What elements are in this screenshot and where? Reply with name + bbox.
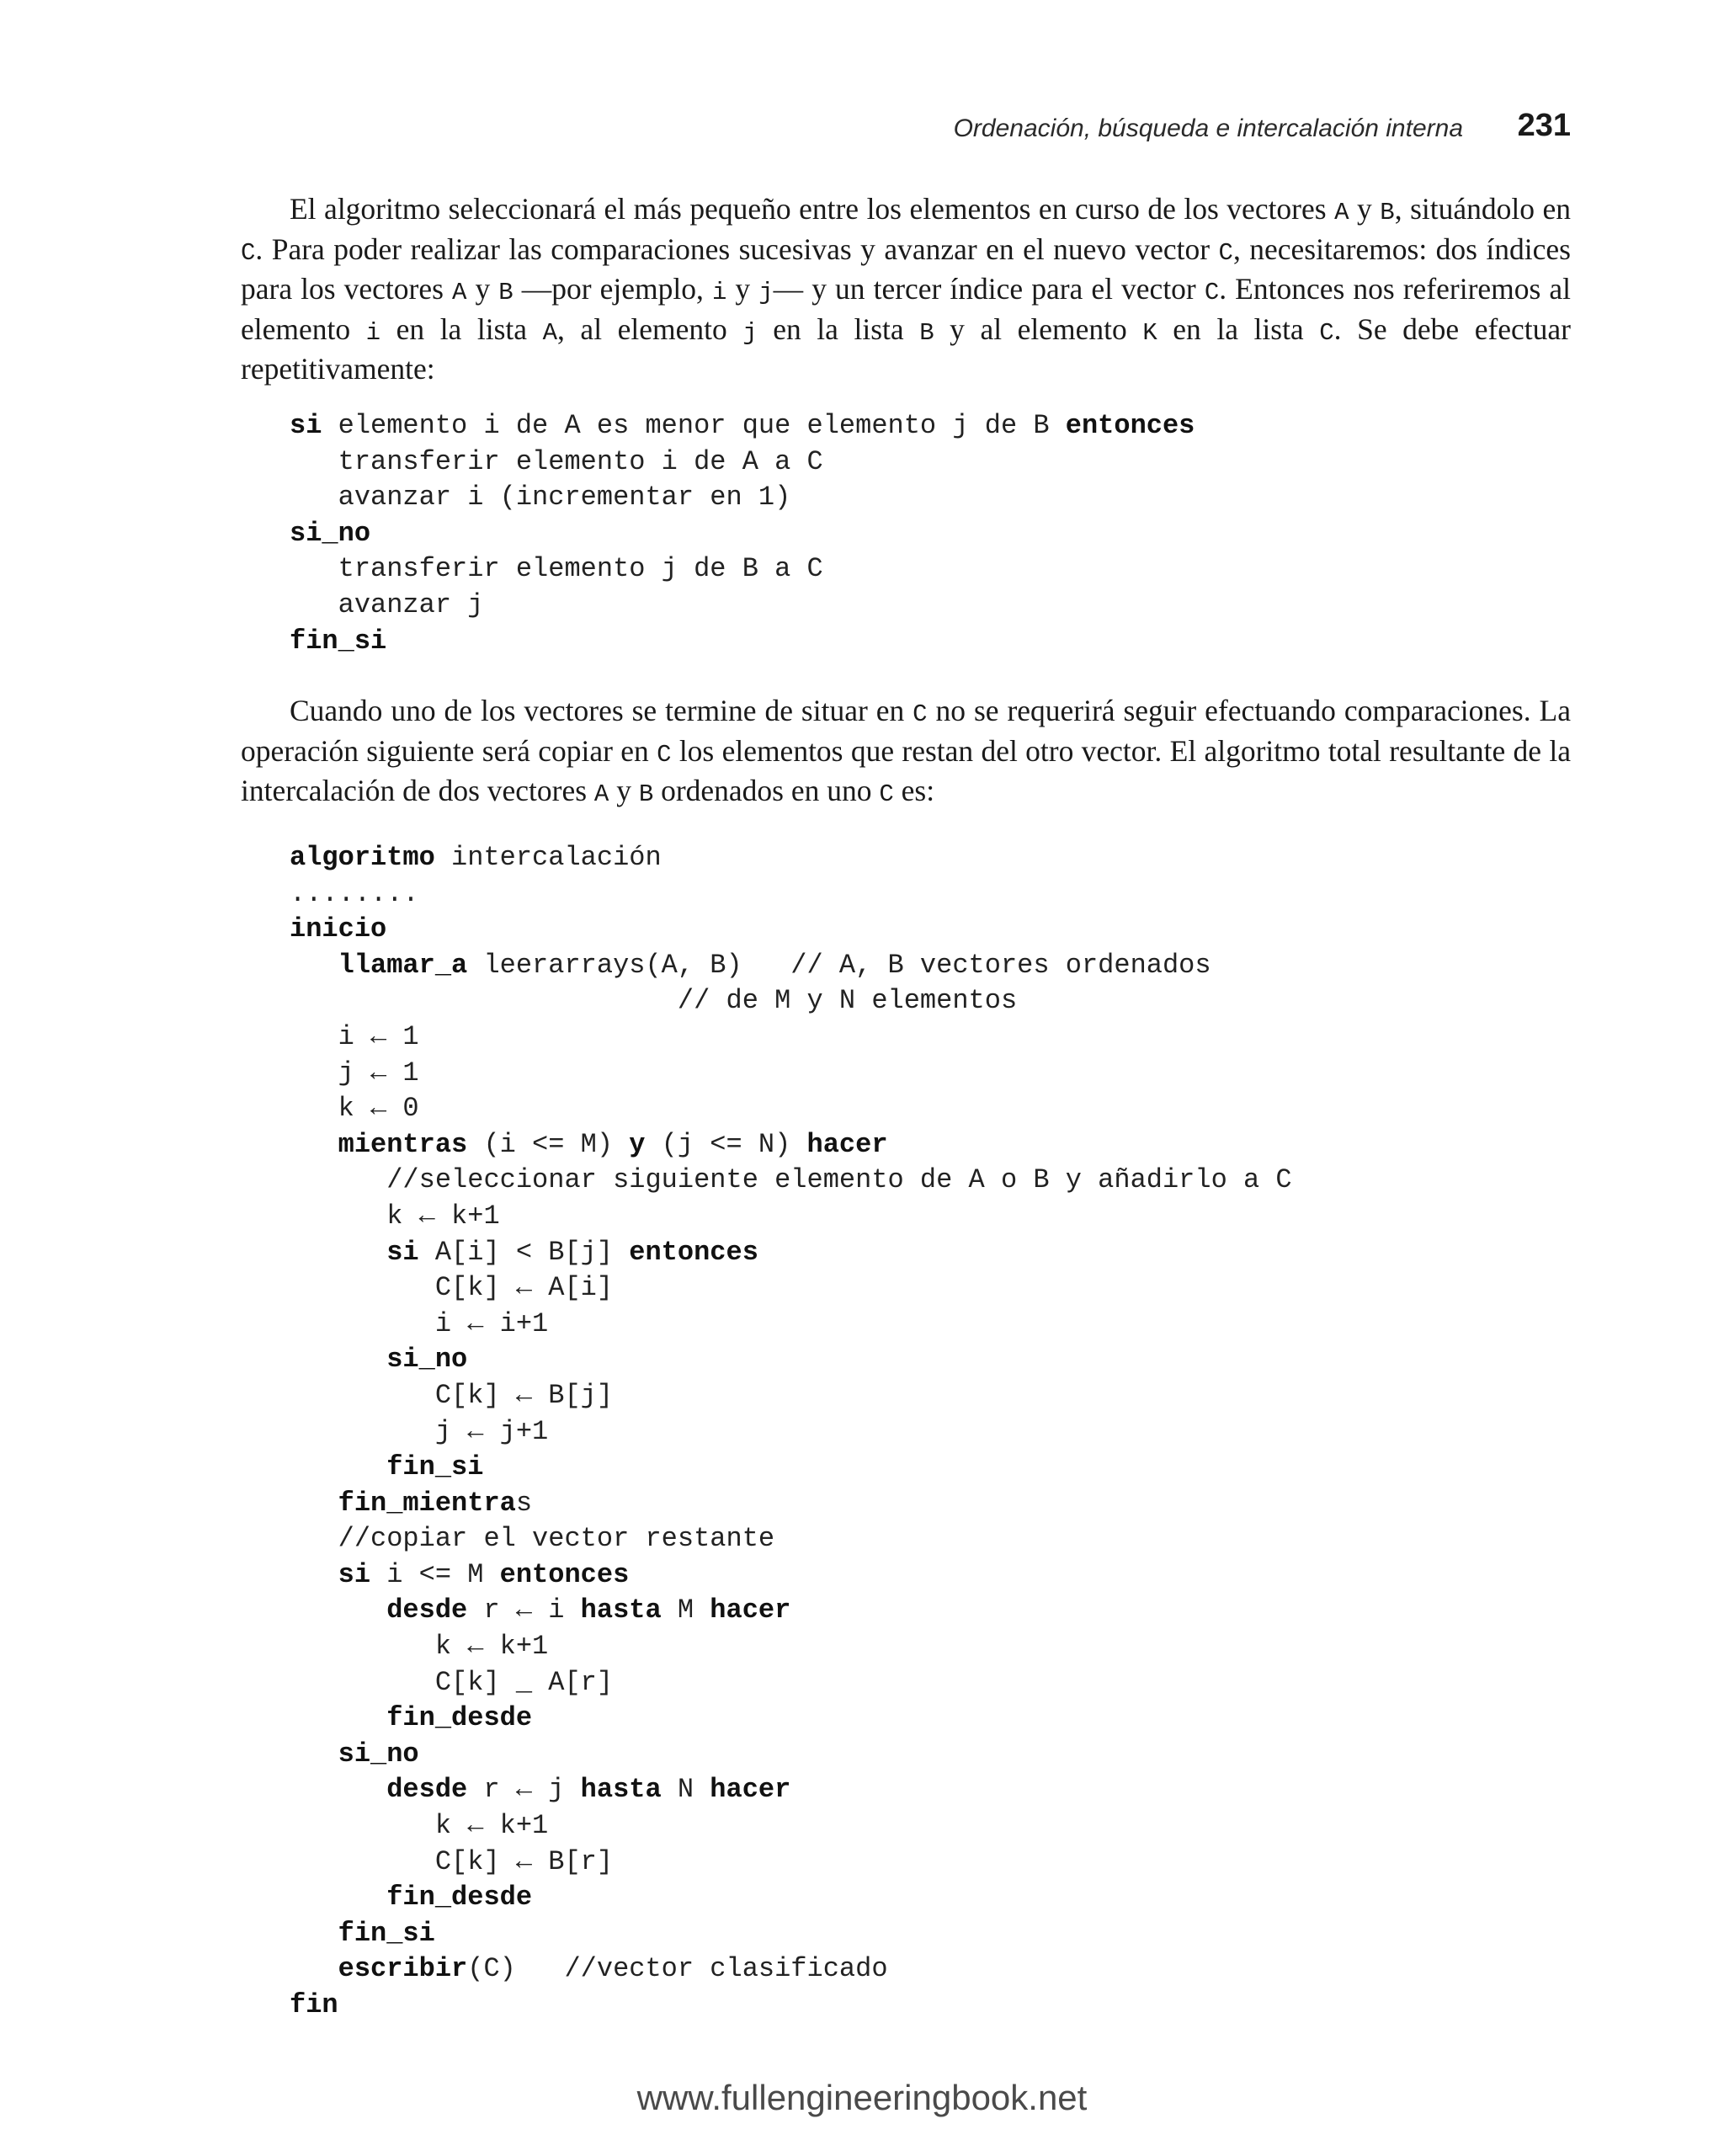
running-title: Ordenación, búsqueda e intercalación interna (953, 114, 1463, 142)
page-number: 231 (1517, 108, 1571, 143)
pseudocode-block-merge-algorithm: algoritmo intercalación ........ inicio llamar_a leerarrays(A, B) // A, B vectores ordenados // de M y N elementos i ← 1 j ← 1 k ← 0 mientras (i <= M) y (j <= N) hacer //seleccionar siguiente elemento de A o B y añadirlo a C k ← k+1 si A[i] < B[j] entonces C[k] ← A[i] i ← i+1 si_no C[k] ← B[j] j ← j+1 fin_si fin_mientras //copiar el vector restante si i <= M entonces desde r ← i hasta M hacer k ← k+1 C[k] _ A[r] fin_desde si_no desde r ← j hasta N hacer k ← k+1 C[k] ← B[r] fin_desde fin_si escribir(C) //vector clasificado fin (290, 842, 1292, 2020)
pseudocode-block-comparison: si elemento i de A es menor que elemento j de B entonces transferir elemento i de A a C avanzar i (incrementar en 1) si_no transferir elemento j de B a C avanzar j fin_si (290, 410, 1195, 657)
paragraph-explanation: Cuando uno de los vectores se termine de situar en C no se requerirá seguir efectuando comparaciones. La operación siguiente será copiar en C los elementos que restan del otro vector. El algoritmo total resultante de la intercalación de dos vectores A y B ordenados en uno C es: (241, 694, 1572, 808)
running-header (241, 108, 1571, 150)
paragraph-intro: El algoritmo seleccionará el más pequeño entre los elementos en curso de los vectores A y B, situándolo en C. Para poder realizar las comparaciones sucesivas y avanzar en el nuevo vector C, necesitaremos: dos índices para los vectores A y B —por ejemplo, i y j— y un tercer índice para el vector C. Entonces nos referiremos al elemento i en la lista A, al elemento j en la lista B y al elemento K en la lista C. Se debe efectuar repetitivamente: (241, 192, 1572, 386)
footer-watermark-url: www.fullengineeringbook.net (636, 2078, 1088, 2117)
